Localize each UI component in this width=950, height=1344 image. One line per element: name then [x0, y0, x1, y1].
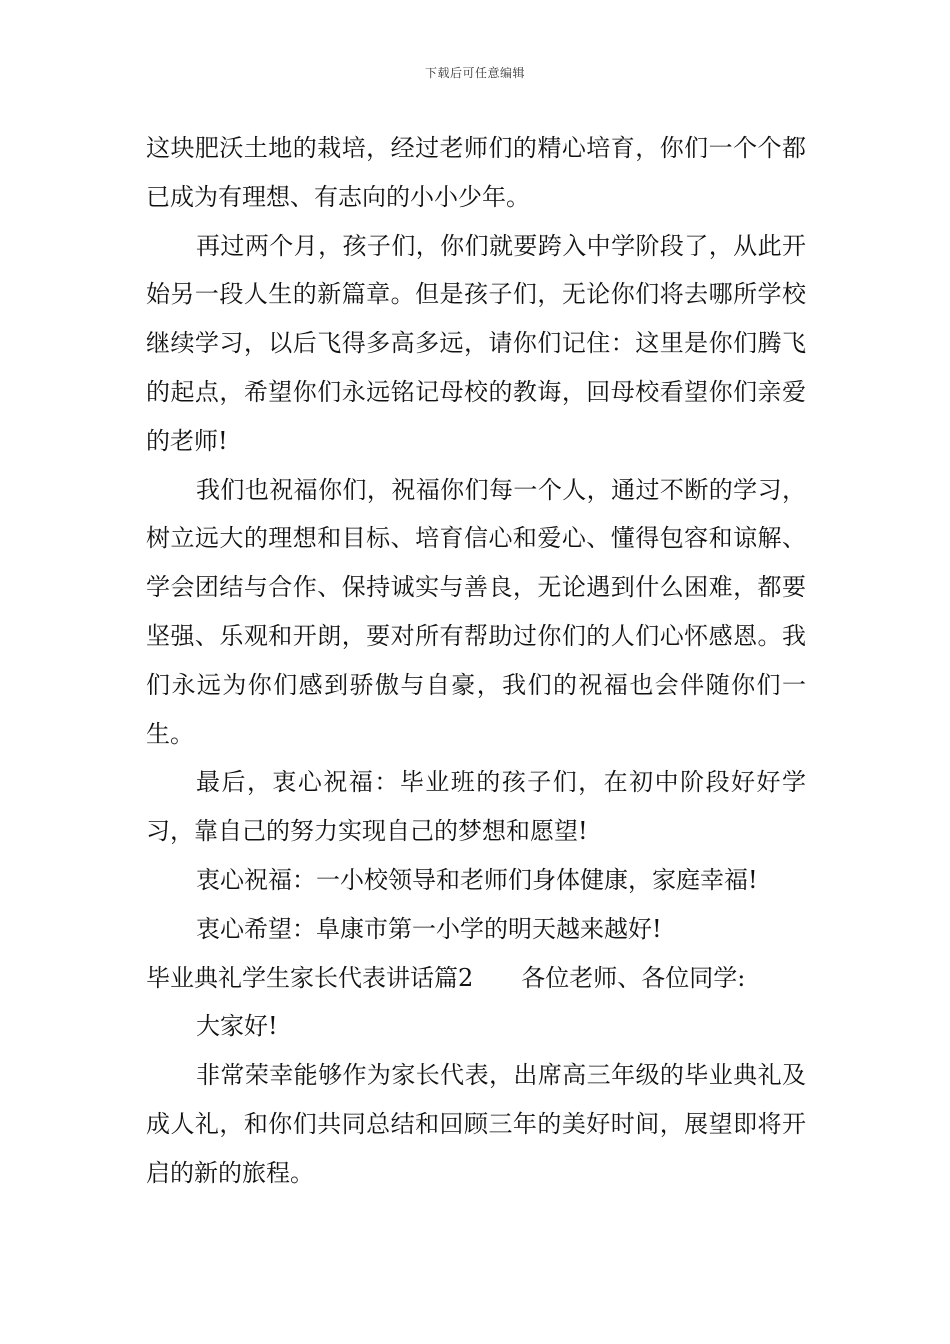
section-title-line: 毕业典礼学生家长代表讲话篇2 各位老师、各位同学: [146, 963, 746, 992]
paragraph-blessing: 我们也祝福你们，祝福你们每一个人，通过不断的学习，树立远大的理想和目标、培育信心和爱心、懂得包容和谅解、学会团结与合作、保持诚实与善良，无论遇到什么困难，都要坚强、乐观和开朗，要对所有帮助过你们的人们心怀感恩。我们永远为你们感到骄傲与自豪，我们的祝福也会伴随你们一生。 [146, 475, 806, 748]
page-header: 下载后可任意编辑 [424, 66, 525, 80]
paragraph-continued: 这块肥沃土地的栽培，经过老师们的精心培育，你们一个个都已成为有理想、有志向的小小少年。 [146, 134, 806, 211]
document-body [146, 124, 806, 1198]
paragraph-finally: 最后，衷心祝福：毕业班的孩子们，在初中阶段好好学习，靠自己的努力实现自己的梦想和愿望! [146, 768, 806, 846]
paragraph-honored: 非常荣幸能够作为家长代表，出席高三年级的毕业典礼及成人礼，和你们共同总结和回顾三年的美好时间，展望即将开启的新的旅程。 [146, 1061, 806, 1187]
paragraph-wish-teachers: 衷心祝福：一小校领导和老师们身体健康，家庭幸福! [196, 865, 758, 894]
greeting: 大家好! [196, 1012, 278, 1041]
paragraph-wish-school: 衷心希望：阜康市第一小学的明天越来越好! [196, 914, 662, 943]
paragraph-two-months: 再过两个月，孩子们，你们就要跨入中学阶段了，从此开始另一段人生的新篇章。但是孩子们，无论你们将去哪所学校继续学习，以后飞得多高多远，请你们记住：这里是你们腾飞的起点，希望你们永远铭记母校的教诲，回母校看望你们亲爱的老师! [146, 231, 806, 455]
